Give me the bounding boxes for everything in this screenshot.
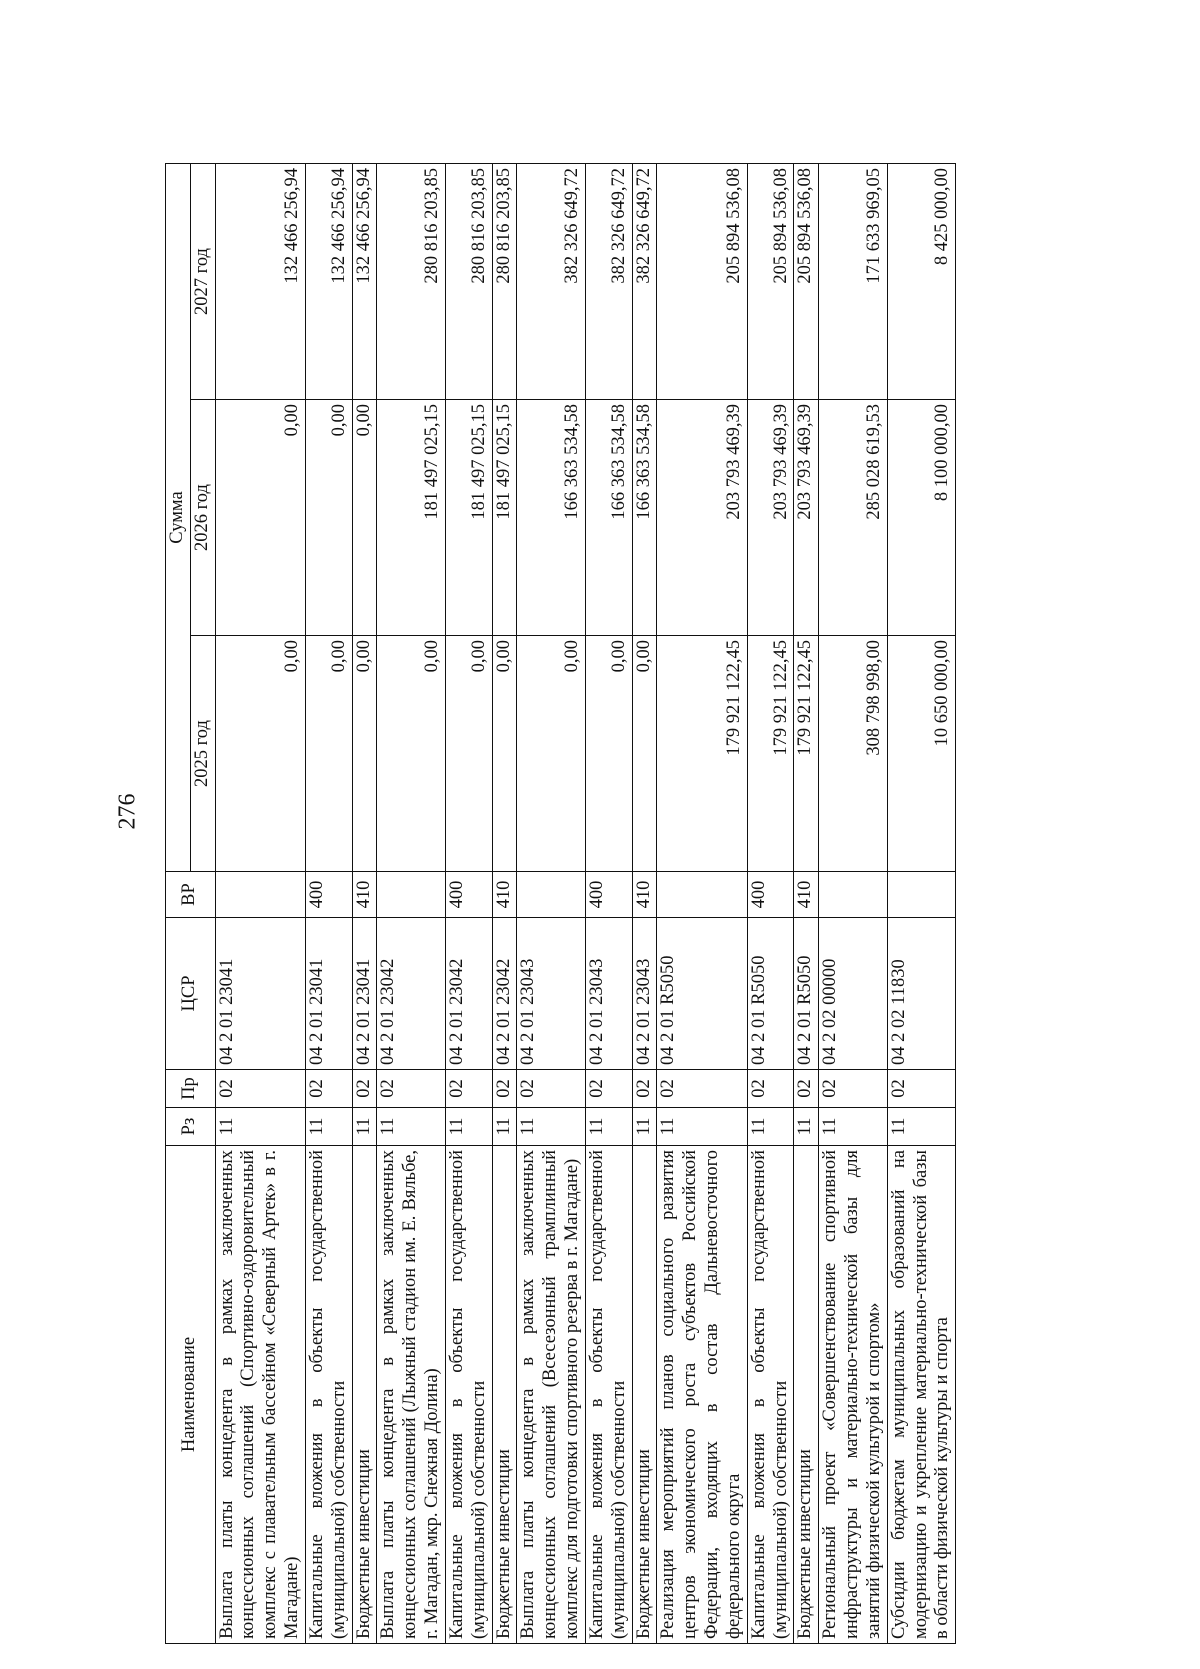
row-vr-cell <box>819 872 887 918</box>
row-csr-cell: 04 2 01 R5050 <box>747 918 794 1070</box>
row-pr-cell: 02 <box>657 1070 747 1108</box>
row-rz-cell: 11 <box>445 1108 492 1146</box>
row-vr-cell: 400 <box>445 872 492 918</box>
row-name-cell: Бюджетные инвестиции <box>794 1146 819 1644</box>
row-name-cell: Выплата платы концедента в рамках заключенных концессионных соглашений (Лыжный стадион им. Е. Вяльбе, г. Магадан, мкр. Снежная Долина) <box>377 1146 445 1644</box>
table-row <box>492 163 517 1643</box>
row-pr-cell: 02 <box>492 1070 517 1108</box>
row-2027-cell: 132 466 256,94 <box>352 163 377 399</box>
row-name-cell: Капитальные вложения в объекты государственной (муниципальной) собственности <box>747 1146 794 1644</box>
row-pr-cell: 02 <box>445 1070 492 1108</box>
row-pr-cell: 02 <box>517 1070 585 1108</box>
table-row <box>215 163 305 1643</box>
row-name-cell: Реализация мероприятий планов социального развития центров экономического роста субъектов Российской Федерации, входящих в состав Дальневосточного федерального округа <box>657 1146 747 1644</box>
row-2027-cell: 8 425 000,00 <box>887 163 955 399</box>
row-vr-cell <box>215 872 305 918</box>
row-2027-cell: 280 816 203,85 <box>492 163 517 399</box>
row-2026-cell: 166 363 534,58 <box>517 400 585 636</box>
row-rz-cell: 11 <box>747 1108 794 1146</box>
row-pr-cell: 02 <box>377 1070 445 1108</box>
row-2026-cell: 0,00 <box>352 400 377 636</box>
row-pr-cell: 02 <box>747 1070 794 1108</box>
header-sum: Сумма <box>166 163 191 871</box>
row-2026-cell: 181 497 025,15 <box>377 400 445 636</box>
row-2027-cell: 205 894 536,08 <box>657 163 747 399</box>
header-2025: 2025 год <box>190 636 215 872</box>
row-2025-cell: 179 921 122,45 <box>794 636 819 872</box>
row-2026-cell: 203 793 469,39 <box>747 400 794 636</box>
row-vr-cell: 410 <box>492 872 517 918</box>
row-2027-cell: 132 466 256,94 <box>305 163 352 399</box>
row-vr-cell <box>377 872 445 918</box>
header-2026: 2026 год <box>190 400 215 636</box>
row-csr-cell: 04 2 01 23041 <box>352 918 377 1070</box>
row-name-cell: Выплата платы концедента в рамках заключенных концессионных соглашений (Спортивно-оздоровительный комплекс с плавательным бассейном «Северный Артек» в г. Магадане) <box>215 1146 305 1644</box>
row-2025-cell: 0,00 <box>632 636 657 872</box>
row-rz-cell: 11 <box>657 1108 747 1146</box>
table-row <box>445 163 492 1643</box>
table-row <box>887 163 955 1643</box>
table-row <box>585 163 632 1643</box>
row-pr-cell: 02 <box>352 1070 377 1108</box>
row-pr-cell: 02 <box>632 1070 657 1108</box>
row-2027-cell: 382 326 649,72 <box>632 163 657 399</box>
table-row <box>657 163 747 1643</box>
row-vr-cell <box>517 872 585 918</box>
row-2026-cell: 166 363 534,58 <box>585 400 632 636</box>
row-csr-cell: 04 2 01 23042 <box>377 918 445 1070</box>
row-vr-cell: 400 <box>305 872 352 918</box>
row-2027-cell: 132 466 256,94 <box>215 163 305 399</box>
row-csr-cell: 04 2 01 23043 <box>632 918 657 1070</box>
row-name-cell: Бюджетные инвестиции <box>492 1146 517 1644</box>
row-csr-cell: 04 2 01 23043 <box>585 918 632 1070</box>
row-csr-cell: 04 2 01 23041 <box>305 918 352 1070</box>
row-pr-cell: 02 <box>305 1070 352 1108</box>
table-row <box>377 163 445 1643</box>
row-rz-cell: 11 <box>377 1108 445 1146</box>
row-2026-cell: 203 793 469,39 <box>657 400 747 636</box>
row-pr-cell: 02 <box>794 1070 819 1108</box>
row-csr-cell: 04 2 01 23041 <box>215 918 305 1070</box>
rotated-table-wrapper <box>165 164 1095 1644</box>
row-rz-cell: 11 <box>517 1108 585 1146</box>
header-pr: Пр <box>166 1070 216 1108</box>
table-row <box>747 163 794 1643</box>
row-pr-cell: 02 <box>585 1070 632 1108</box>
row-2025-cell: 0,00 <box>215 636 305 872</box>
row-pr-cell: 02 <box>887 1070 955 1108</box>
row-2026-cell: 166 363 534,58 <box>632 400 657 636</box>
row-name-cell: Бюджетные инвестиции <box>352 1146 377 1644</box>
row-csr-cell: 04 2 02 00000 <box>819 918 887 1070</box>
row-rz-cell: 11 <box>492 1108 517 1146</box>
row-vr-cell: 410 <box>352 872 377 918</box>
row-rz-cell: 11 <box>585 1108 632 1146</box>
row-2026-cell: 181 497 025,15 <box>492 400 517 636</box>
table-row <box>305 163 352 1643</box>
row-2025-cell: 0,00 <box>352 636 377 872</box>
header-rz: Рз <box>166 1108 216 1146</box>
row-vr-cell <box>887 872 955 918</box>
row-rz-cell: 11 <box>887 1108 955 1146</box>
table-body <box>215 163 956 1643</box>
row-2027-cell: 205 894 536,08 <box>794 163 819 399</box>
row-2025-cell: 0,00 <box>377 636 445 872</box>
row-2025-cell: 0,00 <box>445 636 492 872</box>
header-name: Наименование <box>166 1146 216 1644</box>
row-2025-cell: 10 650 000,00 <box>887 636 955 872</box>
table-row <box>794 163 819 1643</box>
row-rz-cell: 11 <box>305 1108 352 1146</box>
row-2025-cell: 179 921 122,45 <box>657 636 747 872</box>
table-row <box>819 163 887 1643</box>
row-rz-cell: 11 <box>215 1108 305 1146</box>
table-header <box>166 163 216 1643</box>
row-csr-cell: 04 2 01 R5050 <box>657 918 747 1070</box>
table-row <box>352 163 377 1643</box>
row-2026-cell: 8 100 000,00 <box>887 400 955 636</box>
row-2027-cell: 382 326 649,72 <box>517 163 585 399</box>
row-2027-cell: 280 816 203,85 <box>377 163 445 399</box>
row-rz-cell: 11 <box>632 1108 657 1146</box>
row-name-cell: Капитальные вложения в объекты государственной (муниципальной) собственности <box>585 1146 632 1644</box>
row-rz-cell: 11 <box>819 1108 887 1146</box>
row-name-cell: Выплата платы концедента в рамках заключенных концессионных соглашений (Всесезонный трамплинный комплекс для подготовки спортивного резерва в г. Магадане) <box>517 1146 585 1644</box>
row-2025-cell: 0,00 <box>585 636 632 872</box>
row-vr-cell: 410 <box>794 872 819 918</box>
row-2025-cell: 0,00 <box>305 636 352 872</box>
row-2025-cell: 179 921 122,45 <box>747 636 794 872</box>
row-2027-cell: 171 633 969,05 <box>819 163 887 399</box>
row-vr-cell <box>657 872 747 918</box>
row-2027-cell: 205 894 536,08 <box>747 163 794 399</box>
row-vr-cell: 410 <box>632 872 657 918</box>
row-csr-cell: 04 2 01 23042 <box>492 918 517 1070</box>
budget-table <box>165 163 956 1644</box>
row-pr-cell: 02 <box>819 1070 887 1108</box>
row-rz-cell: 11 <box>352 1108 377 1146</box>
row-2027-cell: 382 326 649,72 <box>585 163 632 399</box>
table-row <box>632 163 657 1643</box>
row-2026-cell: 181 497 025,15 <box>445 400 492 636</box>
table-row <box>517 163 585 1643</box>
row-csr-cell: 04 2 01 23043 <box>517 918 585 1070</box>
row-2026-cell: 203 793 469,39 <box>794 400 819 636</box>
row-2026-cell: 285 028 619,53 <box>819 400 887 636</box>
row-name-cell: Капитальные вложения в объекты государственной (муниципальной) собственности <box>445 1146 492 1644</box>
row-2025-cell: 0,00 <box>492 636 517 872</box>
row-pr-cell: 02 <box>215 1070 305 1108</box>
row-rz-cell: 11 <box>794 1108 819 1146</box>
row-name-cell: Капитальные вложения в объекты государственной (муниципальной) собственности <box>305 1146 352 1644</box>
row-csr-cell: 04 2 01 23042 <box>445 918 492 1070</box>
row-name-cell: Региональный проект «Совершенствование спортивной инфраструктуры и материально-технической базы для занятий физической культурой и спортом» <box>819 1146 887 1644</box>
header-2027: 2027 год <box>190 163 215 399</box>
row-vr-cell: 400 <box>585 872 632 918</box>
row-2026-cell: 0,00 <box>305 400 352 636</box>
row-2025-cell: 0,00 <box>517 636 585 872</box>
row-2027-cell: 280 816 203,85 <box>445 163 492 399</box>
row-2025-cell: 308 798 998,00 <box>819 636 887 872</box>
header-csr: ЦСР <box>166 918 216 1070</box>
row-csr-cell: 04 2 02 11830 <box>887 918 955 1070</box>
page-number: 276 <box>114 793 141 830</box>
row-name-cell: Бюджетные инвестиции <box>632 1146 657 1644</box>
header-vr: ВР <box>166 872 216 918</box>
row-vr-cell: 400 <box>747 872 794 918</box>
row-csr-cell: 04 2 01 R5050 <box>794 918 819 1070</box>
row-2026-cell: 0,00 <box>215 400 305 636</box>
row-name-cell: Субсидии бюджетам муниципальных образований на модернизацию и укрепление материально-технической базы в области физической культуры и спорта <box>887 1146 955 1644</box>
